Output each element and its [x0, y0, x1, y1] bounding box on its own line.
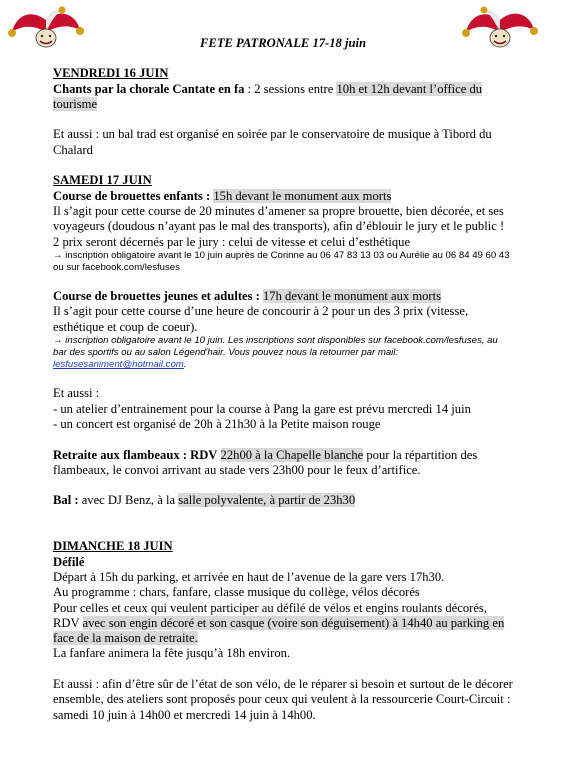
ball-highlight: salle polyvalente, à partir de 23h30 [178, 493, 356, 508]
kids-race-desc: Il s’agit pour cette course de 20 minutes d’amener sa propre brouette, bien décorée, et ses voyageurs (doudous n’ayant pas le mal des transports), afin d’éblouir le jury et le public ! [53, 203, 505, 234]
torch-retreat [53, 448, 513, 479]
document-body [53, 36, 513, 723]
kids-race-highlight: 15h devant le monument aux morts [213, 188, 392, 203]
parade-bikes [53, 601, 513, 647]
email-link[interactable]: lesfusesaniment@hotmail.com [53, 359, 184, 371]
parade-label: Défilé [53, 554, 85, 569]
saturday-also-item: - un atelier d’entrainement pour la course à Pang la gare est prévu mercredi 14 juin [53, 401, 471, 416]
saturday-also-title: Et aussi : [53, 386, 100, 401]
torch-label: Retraite aux flambeaux : RDV [53, 447, 218, 462]
document-title: FETE PATRONALE 17-18 juin [200, 36, 366, 50]
sunday-also: Et aussi : afin d’être sûr de l’état de son vélo, de le réparer si besoin et surtout de le décorer ensemble, des ateliers sont proposés pour ceux qui veulent à la ressourcerie Court-Circuit : samedi 10 juin à 14h00 et mercredi 14 juin à 14h00. [53, 676, 513, 722]
kids-race [53, 189, 513, 204]
adults-race-highlight: 17h devant le monument aux morts [263, 289, 442, 304]
kids-race-prizes: 2 prix seront décernés par le jury : celui de vitesse et celui d’esthétique [53, 234, 411, 249]
parade-bikes-text: Pour celles et ceux qui veulent participer au défilé de vélos et engins roulants décorés, RDV [53, 600, 487, 630]
choir-time-highlight: 10h et 12h devant l’office du tourisme [53, 81, 483, 111]
torch-highlight: 22h00 à la Chapelle blanche [220, 447, 364, 462]
friday-also: Et aussi : un bal trad est organisé en soirée par le conservatoire de musique à Tibord du Chalard [53, 127, 492, 157]
adults-race [53, 289, 513, 304]
parade-line: La fanfare animera la fête jusqu’à 18h environ. [53, 646, 291, 661]
adults-race-label: Course de brouettes jeunes et adultes : [53, 289, 260, 304]
friday-heading: VENDREDI 16 JUIN [53, 66, 169, 81]
choir-label: Chants par la chorale Cantate en fa [53, 81, 245, 96]
kids-race-label: Course de brouettes enfants : [53, 188, 211, 203]
friday-choir [53, 82, 513, 113]
adults-note-end: . [183, 359, 187, 371]
parade-title [53, 555, 513, 570]
torch-text: pour la répartition des flambeaux, le convoi arrivant au stade vers 23h00 pour le feux d’artifice. [53, 447, 478, 477]
adults-race-note [53, 335, 513, 371]
ball-text: avec DJ Benz, à la [78, 493, 179, 508]
parade-bikes-highlight: avec son engin décoré et son casque (voire son déguisement) à 14h40 au parking en face de la maison de retraite. [53, 615, 505, 646]
saturday-heading: SAMEDI 17 JUIN [53, 173, 152, 188]
adults-race-desc: Il s’agit pour cette course d’une heure de concourir à 2 pour un des 3 prix (vitesse, esthétique et coup de coeur). [53, 304, 469, 334]
parade-line: Départ à 15h du parking, et arrivée en haut de l’avenue de la gare vers 17h30. [53, 569, 445, 584]
adults-note-text: → inscription obligatoire avant le 10 juin. Les inscriptions sont disponibles sur facebook.com/lesfuses, au bar des sportifs ou au salon Légend'hair. Vous pouvez nous la retourner par mail: [53, 335, 498, 359]
saturday-also-item: - un concert est organisé de 20h à 21h30 à la Petite maison rouge [53, 416, 381, 431]
parade-line: Au programme : chars, fanfare, classe musique du collège, vélos décorés [53, 585, 420, 600]
ball-label: Bal : [53, 493, 79, 508]
kids-race-note: → inscription obligatoire avant le 10 juin auprès de Corinne au 06 47 83 13 03 ou Aurélie au 06 84 49 60 43 ou sur facebook.com/lesfuses [53, 249, 510, 273]
choir-text: : 2 sessions entre [244, 81, 337, 96]
ball [53, 493, 513, 508]
sunday-heading: DIMANCHE 18 JUIN [53, 539, 173, 554]
